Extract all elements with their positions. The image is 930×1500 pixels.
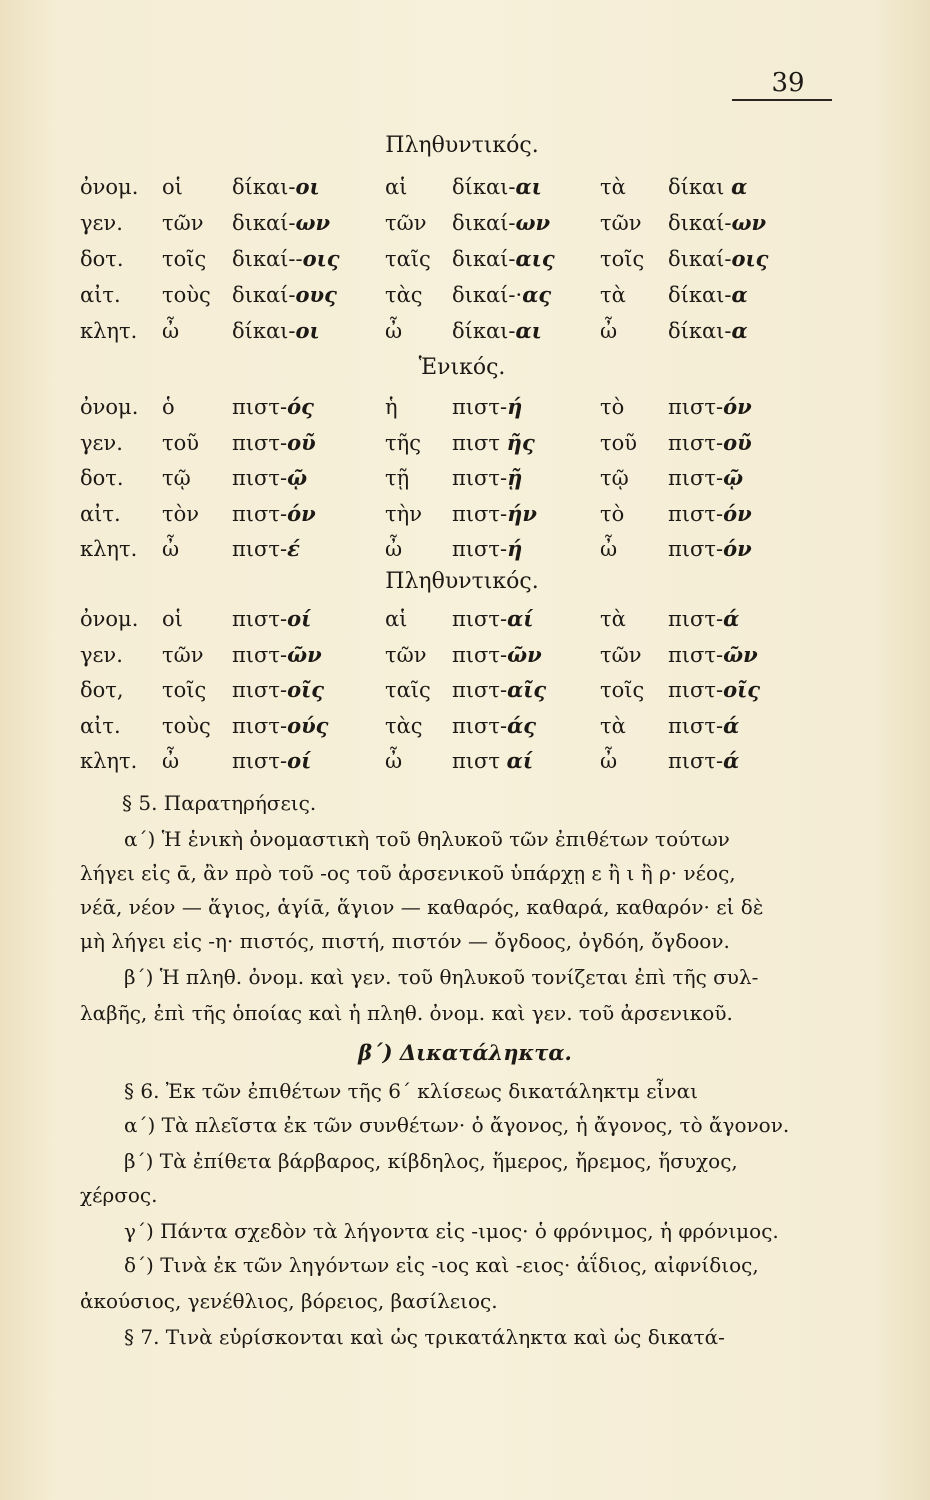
- article-feminine: αἱ: [385, 175, 408, 199]
- section-heading-singular: Ἑνικός.: [418, 355, 506, 380]
- form-masculine: [232, 392, 314, 422]
- form-masculine: [232, 675, 324, 705]
- form-masculine: [232, 604, 311, 634]
- form-neuter: [668, 392, 752, 422]
- word-ending: α: [731, 174, 748, 199]
- paragraph-5a-line-3: νέᾱ, νέον — ἅγιος, ἁγίᾱ, ἅγιον — καθαρός, καθαρά, καθαρόν· εἰ δὲ: [80, 895, 764, 919]
- word-ending: αί: [506, 748, 533, 773]
- form-neuter: [668, 711, 739, 741]
- word-stem: πιστ-: [668, 430, 724, 455]
- form-feminine: [452, 172, 542, 202]
- article-neuter: τοῖς: [600, 678, 645, 702]
- form-feminine: [452, 428, 535, 458]
- paragraph-6-line-1: § 6. Ἐκ τῶν ἐπιθέτων τῆς 6΄ κλίσεως δικατάληκτμ εἶναι: [124, 1079, 698, 1103]
- form-feminine: [452, 392, 522, 422]
- form-feminine: [452, 463, 522, 493]
- word-ending: αις: [515, 246, 555, 271]
- article-neuter: τοῦ: [600, 430, 638, 455]
- declension-row-case-accusative: [0, 280, 930, 310]
- form-neuter: [668, 428, 752, 458]
- form-neuter: [668, 208, 766, 238]
- form-masculine: [232, 499, 316, 529]
- form-neuter: [668, 675, 760, 705]
- word-ending: οῦ: [723, 429, 752, 455]
- word-stem: πιστ-: [232, 642, 288, 667]
- article-neuter: τὰ: [600, 175, 626, 199]
- word-ending: οι: [295, 318, 320, 343]
- article-masculine: τοῦ: [162, 430, 200, 455]
- declension-row-case-accusative: [0, 499, 930, 529]
- word-ending: όν: [287, 500, 316, 526]
- word-ending: ους: [295, 282, 337, 307]
- case-label: αἰτ.: [80, 283, 121, 307]
- form-feminine: [452, 604, 533, 634]
- word-stem: πιστ-: [452, 678, 508, 702]
- form-feminine: [452, 208, 550, 238]
- article-neuter: ὦ: [600, 537, 618, 561]
- word-ending: αι: [515, 318, 542, 343]
- word-ending: ήν: [507, 500, 537, 526]
- form-masculine: [232, 316, 320, 346]
- form-neuter: [668, 640, 758, 670]
- form-masculine: [232, 428, 316, 458]
- word-ending: ῶν: [287, 641, 322, 667]
- word-stem: πιστ-: [452, 501, 508, 526]
- declension-row-case-vocative: [0, 746, 930, 776]
- form-feminine: [452, 499, 537, 529]
- word-stem: πιστ-: [668, 395, 724, 419]
- article-neuter: τοῖς: [600, 247, 645, 271]
- word-stem: πιστ-: [232, 678, 288, 702]
- case-label: δοτ,: [80, 678, 124, 702]
- declension-row-case-genitive: [0, 208, 930, 238]
- word-ending: ούς: [287, 712, 329, 738]
- declension-row-case-vocative: [0, 316, 930, 346]
- word-stem: δικαί-: [668, 247, 732, 271]
- word-ending: οις: [731, 246, 769, 271]
- word-stem: πιστ-: [452, 537, 508, 561]
- form-neuter: [668, 280, 748, 310]
- form-masculine: [232, 534, 300, 564]
- article-neuter: τὰ: [600, 607, 626, 631]
- word-stem: πιστ-: [452, 607, 508, 631]
- case-label: γεν.: [80, 642, 123, 667]
- form-feminine: [452, 280, 551, 310]
- word-stem: πιστ: [452, 749, 507, 773]
- word-stem: δίκαι-: [452, 175, 516, 199]
- word-ending: άς: [507, 712, 537, 738]
- paragraph-7-line-1: § 7. Τινὰ εὑρίσκονται καὶ ὡς τρικατάληκτα καὶ ὡς δικατά-: [124, 1325, 725, 1349]
- article-feminine: ὦ: [385, 749, 403, 773]
- word-stem: πιστ-: [232, 501, 288, 526]
- form-masculine: [232, 244, 340, 274]
- form-masculine: [232, 463, 307, 493]
- article-neuter: τῷ: [600, 466, 629, 490]
- paragraph-6b-line-1: β΄) Τὰ ἐπίθετα βάρβαρος, κίβδηλος, ἥμερος, ἤρεμος, ἥσυχος,: [124, 1149, 738, 1173]
- case-label: γεν.: [80, 430, 123, 455]
- form-feminine: [452, 640, 542, 670]
- article-masculine: τῶν: [162, 642, 204, 667]
- article-masculine: τῷ: [162, 466, 191, 490]
- word-stem: δικαί-: [452, 247, 516, 271]
- paragraph-5-heading: § 5. Παρατηρήσεις.: [122, 791, 317, 815]
- case-label: αἰτ.: [80, 501, 121, 526]
- word-stem: δικαί-: [452, 211, 516, 235]
- declension-row-case-genitive: [0, 640, 930, 670]
- declension-row-case-dative: [0, 675, 930, 705]
- article-masculine: ὦ: [162, 537, 180, 561]
- form-neuter: [668, 746, 739, 776]
- article-feminine: ταῖς: [385, 678, 431, 702]
- word-stem: δίκαι-: [452, 319, 516, 343]
- word-stem: πιστ-: [232, 537, 288, 561]
- article-feminine: τῶν: [385, 642, 427, 667]
- word-stem: πιστ-: [452, 466, 508, 490]
- word-ending: ῇ: [507, 465, 523, 490]
- case-label: κλητ.: [80, 319, 138, 343]
- word-ending: ά: [723, 712, 740, 738]
- word-ending: έ: [287, 536, 300, 561]
- form-neuter: [668, 463, 743, 493]
- form-feminine: [452, 711, 536, 741]
- case-label: δοτ.: [80, 466, 124, 490]
- form-neuter: [668, 172, 747, 202]
- article-masculine: τὸν: [162, 501, 200, 526]
- paragraph-5a-line-2: λήγει εἰς ᾱ, ἂν πρὸ τοῦ -ος τοῦ ἀρσενικοῦ ὑπάρχῃ ε ἢ ι ἢ ρ· νέος,: [80, 861, 736, 885]
- word-stem: πιστ-: [232, 713, 288, 738]
- word-stem: πιστ-: [232, 607, 288, 631]
- declension-row-case-nominative: [0, 392, 930, 422]
- case-label: ὀνομ.: [80, 607, 139, 631]
- form-feminine: [452, 244, 555, 274]
- word-ending: οι: [295, 174, 320, 199]
- declension-row-case-nominative: [0, 172, 930, 202]
- article-masculine: τοὺς: [162, 283, 211, 307]
- article-feminine: αἱ: [385, 607, 408, 631]
- declension-row-case-vocative: [0, 534, 930, 564]
- form-neuter: [668, 534, 752, 564]
- word-ending: ός: [287, 394, 314, 419]
- word-ending: ων: [731, 210, 767, 235]
- case-label: ὀνομ.: [80, 395, 139, 419]
- word-ending: ας: [522, 282, 552, 307]
- word-ending: όν: [723, 536, 752, 561]
- word-ending: οῦ: [287, 429, 316, 455]
- word-stem: πιστ: [452, 430, 507, 455]
- word-stem: πιστ-: [452, 713, 508, 738]
- paragraph-6b-line-2: χέρσος.: [80, 1183, 158, 1207]
- form-masculine: [232, 280, 337, 310]
- article-masculine: τοὺς: [162, 713, 211, 738]
- word-stem: δίκαι-: [668, 283, 732, 307]
- article-neuter: ὦ: [600, 319, 618, 343]
- article-feminine: τὰς: [385, 283, 423, 307]
- word-stem: πιστ-: [668, 466, 724, 490]
- article-feminine: τὴν: [385, 501, 422, 526]
- form-masculine: [232, 746, 311, 776]
- word-stem: δίκαι-: [232, 175, 296, 199]
- declension-row-case-nominative: [0, 604, 930, 634]
- word-ending: ή: [507, 536, 523, 561]
- form-neuter: [668, 244, 768, 274]
- word-ending: ά: [723, 606, 740, 631]
- article-feminine: τῆς: [385, 430, 421, 455]
- word-ending: ῷ: [287, 465, 308, 490]
- word-stem: δικαί-: [668, 211, 732, 235]
- word-ending: αῖς: [507, 677, 547, 702]
- paragraph-5b-line-2: λαβῆς, ἐπὶ τῆς ὁποίας καὶ ἡ πληθ. ὀνομ. καὶ γεν. τοῦ ἀρσενικοῦ.: [80, 1001, 733, 1025]
- word-stem: πιστ-: [668, 678, 724, 702]
- article-neuter: τὸ: [600, 395, 625, 419]
- case-label: ὀνομ.: [80, 175, 139, 199]
- form-neuter: [668, 604, 739, 634]
- declension-row-case-genitive: [0, 428, 930, 458]
- word-ending: α: [731, 318, 748, 343]
- form-masculine: [232, 208, 330, 238]
- word-stem: δίκαι-: [232, 319, 296, 343]
- form-feminine: [452, 316, 542, 346]
- word-stem: πιστ-: [668, 713, 724, 738]
- word-stem: πιστ-: [668, 607, 724, 631]
- declension-row-case-accusative: [0, 711, 930, 741]
- word-ending: ῷ: [723, 465, 744, 490]
- paragraph-5a-line-4: μὴ λήγει εἰς -η· πιστός, πιστή, πιστόν — ὄγδοος, ὀγδόη, ὄγδοον.: [80, 929, 730, 953]
- case-label: κλητ.: [80, 537, 138, 561]
- form-feminine: [452, 746, 533, 776]
- subheading-dikatalikta: β΄) Δικατάληκτα.: [358, 1040, 572, 1065]
- article-masculine: τοῖς: [162, 678, 207, 702]
- word-ending: οί: [287, 606, 312, 631]
- word-stem: πιστ-: [668, 501, 724, 526]
- word-stem: πιστ-: [452, 395, 508, 419]
- word-ending: αί: [507, 606, 534, 631]
- form-feminine: [452, 534, 522, 564]
- word-stem: δικαί-: [232, 283, 296, 307]
- word-ending: οῖς: [723, 677, 761, 702]
- article-masculine: ὦ: [162, 749, 180, 773]
- word-stem: δίκαι-: [668, 319, 732, 343]
- form-masculine: [232, 640, 322, 670]
- paragraph-6d-line-2: ἀκούσιος, γενέθλιος, βόρειος, βασίλειος.: [80, 1289, 498, 1313]
- article-masculine: ὁ: [162, 395, 175, 419]
- word-stem: πιστ-: [668, 642, 724, 667]
- form-masculine: [232, 711, 328, 741]
- word-ending: οῖς: [287, 677, 325, 702]
- declension-row-case-dative: [0, 463, 930, 493]
- paragraph-6c: γ΄) Πάντα σχεδὸν τὰ λήγοντα εἰς -ιμος· ὁ φρόνιμος, ἡ φρόνιμος.: [124, 1219, 779, 1243]
- section-heading-plural-2: Πληθυντικός.: [385, 569, 539, 594]
- word-ending: ῶν: [507, 641, 542, 667]
- word-stem: πιστ-: [668, 537, 724, 561]
- word-stem: πιστ-: [232, 395, 288, 419]
- word-ending: όν: [723, 394, 752, 419]
- article-neuter: τὸ: [600, 501, 625, 526]
- article-feminine: ὦ: [385, 537, 403, 561]
- word-ending: ῶν: [723, 641, 758, 667]
- word-stem: πιστ-: [232, 466, 288, 490]
- form-masculine: [232, 172, 320, 202]
- declension-row-case-dative: [0, 244, 930, 274]
- article-feminine: τὰς: [385, 713, 423, 738]
- word-stem: πιστ-: [232, 430, 288, 455]
- word-ending: ή: [507, 394, 523, 419]
- case-label: γεν.: [80, 211, 123, 235]
- article-neuter: τῶν: [600, 211, 642, 235]
- article-masculine: ὦ: [162, 319, 180, 343]
- word-ending: ων: [295, 210, 331, 235]
- article-feminine: ἡ: [385, 395, 398, 419]
- word-stem: πιστ-: [232, 749, 288, 773]
- word-stem: πιστ-: [668, 749, 724, 773]
- word-stem: δίκαι: [668, 175, 732, 199]
- form-feminine: [452, 675, 546, 705]
- article-neuter: ὦ: [600, 749, 618, 773]
- article-masculine: τοῖς: [162, 247, 207, 271]
- paragraph-5a-line-1: α΄) Ἡ ἑνικὴ ὀνομαστικὴ τοῦ θηλυκοῦ τῶν ἐπιθέτων τούτων: [124, 827, 730, 851]
- word-ending: οί: [287, 748, 312, 773]
- article-feminine: τῶν: [385, 211, 427, 235]
- form-neuter: [668, 499, 752, 529]
- form-neuter: [668, 316, 748, 346]
- word-stem: δικαί-·: [452, 283, 523, 307]
- page-number: 39: [771, 68, 805, 98]
- word-stem: πιστ-: [452, 642, 508, 667]
- word-ending: όν: [723, 500, 752, 526]
- paragraph-5b-line-1: β΄) Ἡ πληθ. ὀνομ. καὶ γεν. τοῦ θηλυκοῦ τονίζεται ἐπὶ τῆς συλ-: [124, 965, 759, 989]
- case-label: δοτ.: [80, 247, 124, 271]
- paragraph-6d-line-1: δ΄) Τινὰ ἐκ τῶν ληγόντων εἰς -ιος καὶ -ειος· ἀΐδιος, αἰφνίδιος,: [124, 1253, 759, 1277]
- word-ending: ων: [515, 210, 551, 235]
- word-ending: ά: [723, 748, 740, 773]
- article-masculine: τῶν: [162, 211, 204, 235]
- word-stem: δικαί-: [232, 211, 296, 235]
- word-ending: α: [731, 282, 748, 307]
- case-label: αἰτ.: [80, 713, 121, 738]
- word-stem: δικαί--: [232, 247, 303, 271]
- article-neuter: τῶν: [600, 642, 642, 667]
- section-heading-plural-1: Πληθυντικός.: [385, 133, 539, 158]
- word-ending: οις: [302, 246, 340, 271]
- word-ending: αι: [515, 174, 542, 199]
- page-number-rule: [732, 99, 832, 101]
- article-neuter: τὰ: [600, 713, 626, 738]
- article-feminine: ὦ: [385, 319, 403, 343]
- article-neuter: τὰ: [600, 283, 626, 307]
- case-label: κλητ.: [80, 749, 138, 773]
- paragraph-6a: α΄) Τὰ πλεῖστα ἐκ τῶν συνθέτων· ὁ ἄγονος, ἡ ἄγονος, τὸ ἄγονον.: [124, 1113, 790, 1137]
- word-ending: ῆς: [506, 429, 535, 455]
- article-masculine: οἱ: [162, 175, 183, 199]
- article-feminine: ταῖς: [385, 247, 431, 271]
- article-masculine: οἱ: [162, 607, 183, 631]
- article-feminine: τῇ: [385, 466, 410, 490]
